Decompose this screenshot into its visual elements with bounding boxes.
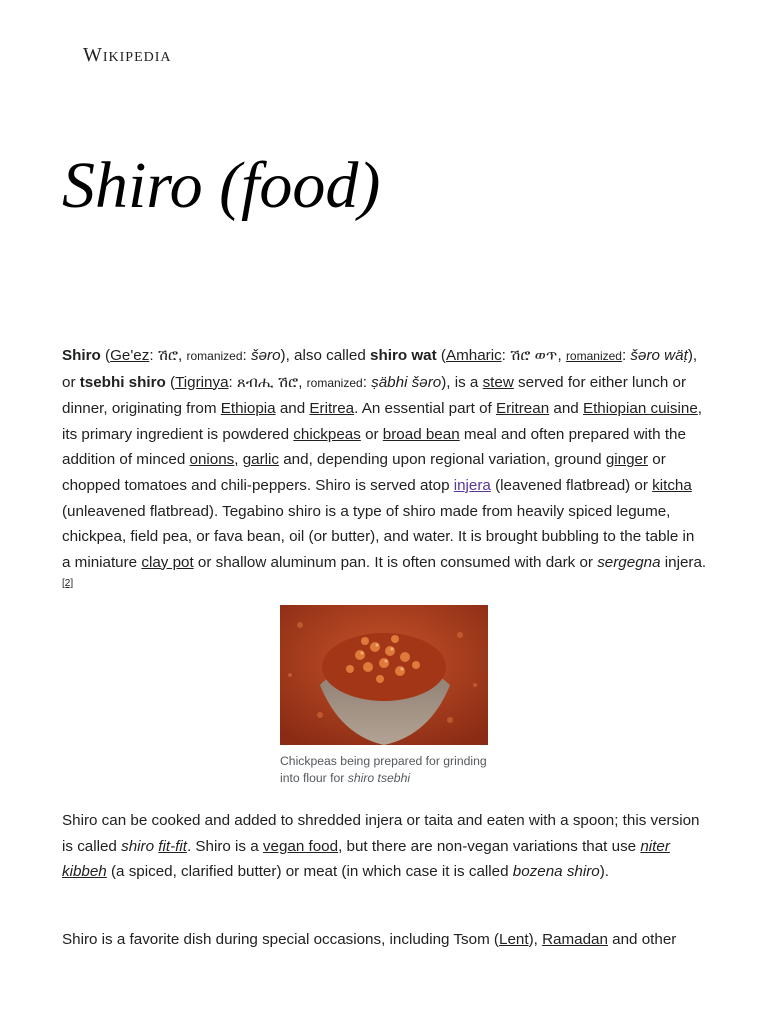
link-ethiopia[interactable]: Ethiopia	[220, 400, 276, 418]
text: or shallow aluminum pan. It is often consumed with dark or	[193, 553, 598, 571]
wikipedia-wordmark[interactable]: Wikipedia	[83, 44, 172, 66]
link-ramadan[interactable]: Ramadan	[542, 931, 608, 948]
term-shiro-wat: shiro wat	[370, 347, 437, 364]
text: served for either lunch or dinner, originating from	[62, 373, 687, 418]
intro-paragraph	[62, 343, 707, 601]
term-sergegna: sergegna	[597, 553, 661, 571]
figure-chickpeas	[280, 605, 490, 787]
text: :	[242, 347, 251, 364]
text: (	[436, 347, 446, 364]
text: : ሽሮ,	[149, 347, 187, 364]
link-tigrinya[interactable]: Tigrinya	[175, 373, 229, 391]
text: , its primary ingredient is powdered	[62, 400, 702, 443]
text: ),	[528, 931, 543, 948]
text: . Shiro is a	[186, 837, 263, 855]
text: (	[100, 347, 111, 364]
term-bozena-shiro: bozena shiro	[512, 863, 600, 881]
text: ).	[599, 863, 610, 881]
text: ,	[234, 451, 243, 469]
chickpeas-image[interactable]	[280, 605, 488, 745]
text: : ጸብሒ ሽሮ,	[228, 373, 307, 391]
text: fit-fit	[158, 837, 187, 855]
link-amharic[interactable]: Amharic	[445, 347, 502, 364]
text: ), also called	[280, 347, 371, 364]
link-clay-pot[interactable]: clay pot	[141, 553, 194, 571]
text: or chopped tomatoes and chili-peppers. Shiro is served atop	[62, 451, 666, 494]
text: (unleavened flatbread). Tegabino shiro is a type of shiro made from heavily spiced legume, chickpea, field pea, or fava bean, oil (or butter), and water. It is brought bubbling to the table in a miniature	[62, 502, 695, 571]
text: :	[621, 347, 631, 364]
romanized-label: romanized	[306, 375, 363, 390]
link-ethiopian-cuisine[interactable]: Ethiopian cuisine	[582, 400, 698, 418]
text: and	[549, 400, 583, 418]
link-romanized[interactable]: romanized	[565, 349, 622, 363]
text: (leavened flatbread) or	[490, 476, 653, 494]
link-injera[interactable]: injera	[453, 476, 491, 494]
text: (a spiced, clarified butter) or meat (in which case it is called	[106, 863, 513, 881]
paragraph-3	[62, 927, 707, 953]
text: Shiro can be cooked and added to shredded injera or taita and eaten with a spoon; this version is called	[62, 812, 700, 855]
page-title: Shiro (food)	[62, 149, 381, 222]
link-chickpeas[interactable]: chickpeas	[293, 425, 361, 443]
term-tsebhi-shiro: tsebhi shiro	[79, 373, 166, 391]
romanized-label: romanized	[186, 349, 243, 363]
romanized-saro: šəro	[250, 347, 281, 364]
text: Shiro is a favorite dish during special occasions, including Tsom (	[62, 931, 499, 948]
text: :	[362, 373, 372, 391]
text: niter kibbeh	[62, 837, 670, 881]
text: and other	[607, 931, 677, 948]
link-broad-bean[interactable]: broad bean	[382, 425, 460, 443]
text: and, depending upon regional variation, ground	[279, 451, 606, 469]
caption-text: Chickpeas being prepared for grinding into flour for	[280, 754, 487, 785]
paragraph-2	[62, 808, 707, 885]
text: and	[275, 400, 310, 418]
link-ginger[interactable]: ginger	[605, 451, 649, 469]
text: . An essential part of	[354, 400, 496, 418]
link-eritrean[interactable]: Eritrean	[495, 400, 550, 418]
text: injera.	[660, 553, 707, 571]
reference-link-2[interactable]: [2]	[62, 578, 74, 590]
romanized-sabhi-saro: ṣäbhi šəro	[371, 373, 442, 391]
text: ), or	[62, 347, 698, 391]
link-stew[interactable]: stew	[482, 373, 514, 391]
romanized-saro-wat: šəro wäṭ	[630, 347, 688, 364]
link-garlic[interactable]: garlic	[242, 451, 280, 469]
term-shiro-italic: shiro	[121, 837, 155, 855]
text: meal and often prepared with the addition of minced	[62, 425, 686, 469]
link-kitcha[interactable]: kitcha	[652, 476, 692, 494]
link-eritrea[interactable]: Eritrea	[309, 400, 355, 418]
link-fit-fit[interactable]	[158, 838, 187, 855]
text: or	[360, 425, 383, 443]
link-lent[interactable]: Lent	[499, 931, 529, 948]
term-shiro: Shiro	[62, 347, 101, 364]
text: : ሽሮ ወጥ,	[501, 347, 566, 364]
link-onions[interactable]: onions	[189, 451, 235, 469]
link-vegan-food[interactable]: vegan food	[262, 837, 339, 855]
article-body	[62, 343, 707, 948]
caption-italic: shiro tsebhi	[347, 771, 411, 785]
text: , but there are non-vegan variations that use	[338, 837, 641, 855]
text: ), is a	[441, 373, 483, 391]
figure-caption	[280, 753, 490, 787]
link-geez[interactable]: Ge'ez	[110, 347, 150, 364]
text: (	[165, 373, 176, 391]
